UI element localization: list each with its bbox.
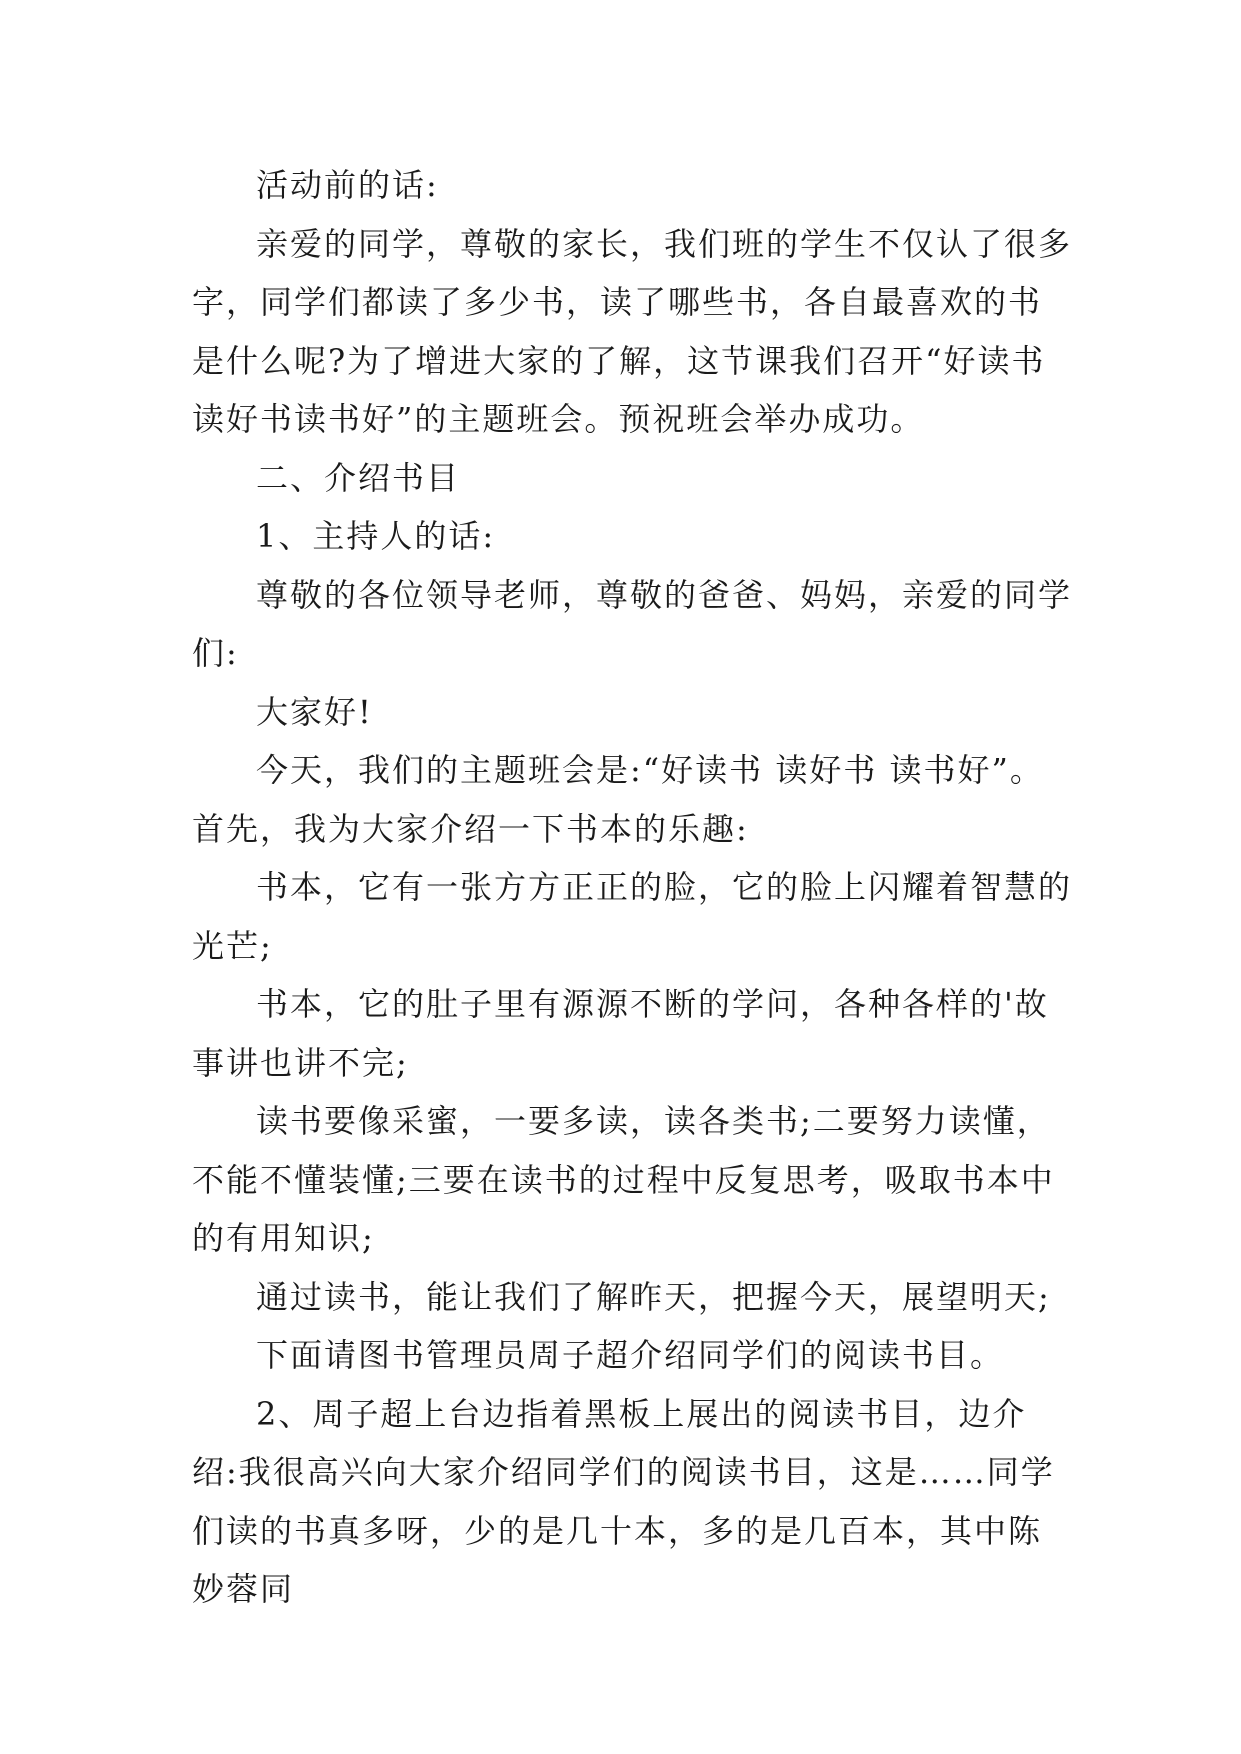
- paragraph-greeting: 尊敬的各位领导老师，尊敬的爸爸、妈妈，亲爱的同学们:: [192, 575, 1073, 672]
- paragraph-opening-words: 亲爱的同学，尊敬的家长，我们班的学生不仅认了很多字，同学们都读了多少书，读了哪些书，各自最喜欢的书是什么呢?为了增进大家的了解，这节课我们召开“好读书读好书读书好”的主题班会。预祝班会举办成功。: [192, 224, 1073, 438]
- paragraph-hello: 大家好!: [256, 692, 373, 731]
- paragraph-host-heading: 1、主持人的话:: [256, 517, 496, 555]
- paragraph-reading-method: 读书要像采蜜，一要多读，读各类书;二要努力读懂，不能不懂装懂;三要在读书的过程中反复思考，吸取书本中的有用知识;: [192, 1102, 1055, 1257]
- document-body: [192, 156, 1072, 1619]
- paragraph-pre-activity-heading: 活动前的话:: [256, 166, 439, 204]
- paragraph-book-knowledge: 书本，它的肚子里有源源不断的学问，各种各样的'故事讲也讲不完;: [192, 985, 1049, 1082]
- paragraph-librarian-intro: 下面请图书管理员周子超介绍同学们的阅读书目。: [256, 1336, 1005, 1374]
- paragraph-book-list-intro: 2、周子超上台边指着黑板上展出的阅读书目，边介绍:我很高兴向大家介绍同学们的阅读书目，这是……同学们读的书真多呀，少的是几十本，多的是几百本，其中陈妙蓉同: [192, 1394, 1055, 1608]
- paragraph-theme: 今天，我们的主题班会是:“好读书 读好书 读书好”。首先，我为大家介绍一下书本的乐趣:: [192, 751, 1044, 848]
- paragraph-book-face: 书本，它有一张方方正正的脸，它的脸上闪耀着智慧的光芒;: [192, 868, 1073, 965]
- paragraph-section-two-heading: 二、介绍书目: [256, 458, 461, 497]
- paragraph-reading-benefit: 通过读书，能让我们了解昨天，把握今天，展望明天;: [256, 1277, 1051, 1316]
